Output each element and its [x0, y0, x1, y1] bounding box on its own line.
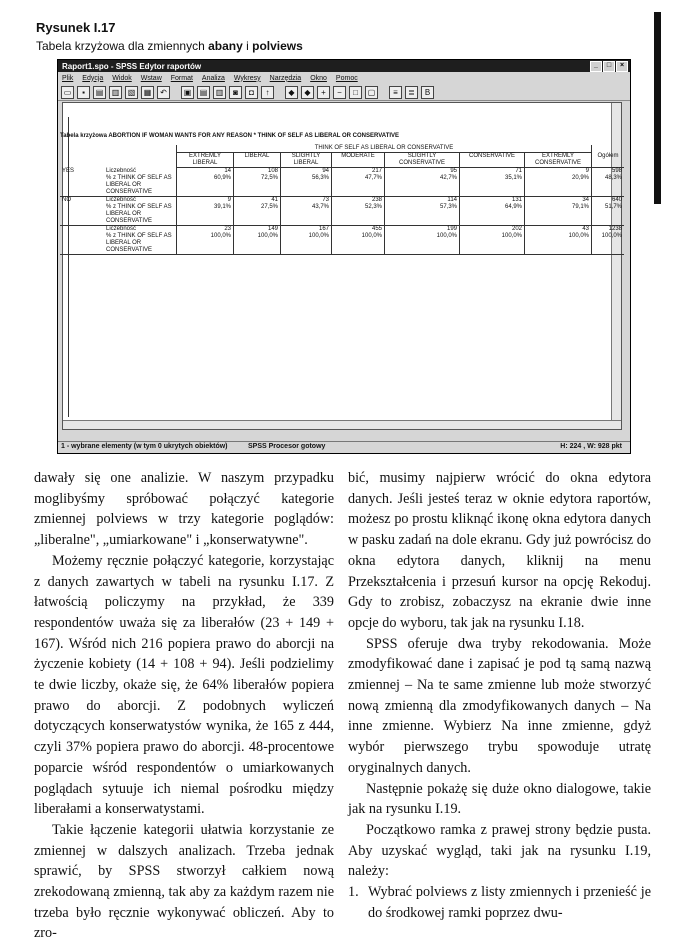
table-cell: 100,0% — [525, 233, 592, 255]
paragraph: Takie łączenie kategorii ułatwia korzystanie ze zmiennej w dalszych analizach. Trzeba jednak sprawić, by SPSS stworzył całkiem nową zrekodowaną zmienną, tak aby za każdym razem nie trzeba było ręcznie wykonywać obliczeń. Aby to zro- — [34, 821, 334, 942]
crosstab-title: Tabela krzyżowa ABORTION IF WOMAN WANTS FOR ANY REASON * THINK OF SELF AS LIBERAL OR CONSERVATIVE — [60, 133, 400, 139]
crosstab-table[interactable] — [60, 145, 624, 255]
menu-insert[interactable]: Wstaw — [140, 74, 162, 82]
table-cell: 72,5% — [234, 175, 281, 197]
minimize-button[interactable]: _ — [590, 61, 602, 72]
col-header: EXTREMLY CONSERVATIVE — [525, 153, 592, 168]
table-cell: 56,3% — [281, 175, 332, 197]
paragraph: Początkowo ramka z prawej strony będzie pusta. Aby uzyskać wygląd, taki jak na rysunku I.19, należy: — [348, 821, 651, 880]
table-cell: 131 — [460, 197, 525, 205]
table-cell: 9 — [177, 197, 234, 205]
paragraph: dawały się one analizie. W naszym przypadku moglibyśmy spróbować połączyć kategorie zmiennej polviews w trzy kategorie poglądów: „liberalne", „umiarkowane" i „konserwatywne". — [34, 470, 334, 549]
table-cell: 60,9% — [177, 175, 234, 197]
menu-graphs[interactable]: Wykresy — [233, 74, 261, 82]
col-header: LIBERAL — [234, 153, 281, 168]
table-cell: 598 — [592, 168, 625, 176]
paragraph: Następnie pokażę się duże okno dialogowe, takie jak na rysunku I.19. — [348, 780, 651, 818]
cursor-icon[interactable]: ↑ — [261, 86, 274, 99]
table-cell: 64,9% — [460, 204, 525, 226]
table-cell: 100,0% — [460, 233, 525, 255]
table-cell: 100,0% — [177, 233, 234, 255]
insert-text-icon[interactable]: B — [421, 86, 434, 99]
table-cell: 217 — [332, 168, 385, 176]
table-row — [60, 197, 624, 205]
table-cell: 79,1% — [525, 204, 592, 226]
table-cell: 71 — [460, 168, 525, 176]
table-cell: 100,0% — [385, 233, 460, 255]
text-column-right — [348, 468, 651, 923]
open-icon[interactable]: ▭ — [61, 86, 74, 99]
table-cell: 51,7% — [592, 204, 625, 226]
maximize-button[interactable]: □ — [603, 61, 615, 72]
row-label: % z THINK OF SELF AS LIBERAL OR CONSERVATIVE — [106, 204, 172, 224]
chart-icon[interactable]: ◙ — [229, 86, 242, 99]
status-size: H: 224 , W: 928 pkt — [560, 443, 622, 450]
row-label: Liczebność — [106, 167, 137, 174]
menu-analyze[interactable]: Analiza — [201, 74, 225, 82]
undo-icon[interactable]: ↶ — [157, 86, 170, 99]
toolbar — [58, 84, 630, 101]
table-cell: 100,0% — [332, 233, 385, 255]
insert-title-icon[interactable]: ≣ — [405, 86, 418, 99]
table-cell: 95 — [385, 168, 460, 176]
menu-edit[interactable]: Edycja — [82, 74, 104, 82]
table-row — [60, 233, 624, 255]
table-cell: 35,1% — [460, 175, 525, 197]
col-header: MODERATE — [332, 153, 385, 168]
col-header: Ogółem — [592, 153, 625, 168]
menu-help[interactable]: Pomoc — [335, 74, 358, 82]
show-icon[interactable]: □ — [349, 86, 362, 99]
col-header: SLIGHTLY CONSERVATIVE — [385, 153, 460, 168]
insert-heading-icon[interactable]: ≡ — [389, 86, 402, 99]
table-cell: 94 — [281, 168, 332, 176]
list-item — [348, 882, 651, 923]
table-cell: 42,7% — [385, 175, 460, 197]
figure-label: Rysunek I.17 — [36, 20, 116, 35]
print-preview-icon[interactable]: ▥ — [109, 86, 122, 99]
print-icon[interactable]: ▤ — [93, 86, 106, 99]
goto-case-icon[interactable]: ▤ — [197, 86, 210, 99]
table-cell: 20,9% — [525, 175, 592, 197]
demote-icon[interactable]: ◆ — [301, 86, 314, 99]
table-cell: 100,0% — [281, 233, 332, 255]
recall-dialog-icon[interactable]: ▦ — [141, 86, 154, 99]
row-label: % z THINK OF SELF AS LIBERAL OR CONSERVATIVE — [106, 175, 172, 195]
user-icon[interactable]: ◘ — [245, 86, 258, 99]
table-cell: 23 — [177, 226, 234, 234]
row-group — [60, 226, 104, 234]
table-cell: 41 — [234, 197, 281, 205]
spss-output-window — [57, 59, 631, 454]
page-edge-mark — [654, 12, 661, 204]
table-cell: 57,3% — [385, 204, 460, 226]
table-cell: 108 — [234, 168, 281, 176]
collapse-icon[interactable]: − — [333, 86, 346, 99]
row-label: Liczebność — [104, 226, 177, 234]
paragraph: Możemy ręcznie połączyć kategorie, korzystając z danych zawartych w tabeli na rysunku I.17. Z łatwością policzymy na przykład, że 339 respondentów uważa się za liberałów (23 + 149 + 167). Wśród nich 216 popiera prawo do aborcji na życzenie kobiety (14 + 108 + 94). Jeśli podzielimy te dwie liczby, okaże się, że 64% liberałów popiera prawo do aborcji. Z podobnych wyliczeń dotyczących konserwatystów wynika, że 165 z 444, czyli 37% popiera prawo do aborcji. 48-procentowe poparcie wśród respondentów o umiarkowanych poglądach sytuuje ich niemal pośrodku między liberałami a konserwatystami. — [34, 552, 334, 818]
row-label: Liczebność — [104, 197, 177, 205]
table-cell: 9 — [525, 168, 592, 176]
paragraph: bić, musimy najpierw wrócić do okna edytora danych. Jeśli jesteś teraz w oknie edytora raportów, możesz po prostu kliknąć ikonę okna edytora danych w pasku zadań na dole ekranu. Gdy już powrócisz do okna edytora danych, kliknij na menu Przekształcenia i przesuń kursor na opcję Rekoduj. Gdy to zrobisz, zobaczysz na ekranie dwie inne opcje do wyboru, tak jak na rysunku I.18. — [348, 470, 651, 631]
figure-caption: Tabela krzyżowa dla zmiennych abany i polviews — [36, 39, 303, 53]
table-cell: 238 — [332, 197, 385, 205]
menu-tools[interactable]: Narzędzia — [269, 74, 302, 82]
table-cell: 1238 — [592, 226, 625, 234]
table-cell: 149 — [234, 226, 281, 234]
table-cell: 100,0% — [234, 233, 281, 255]
horizontal-scrollbar[interactable] — [63, 420, 621, 429]
table-row — [60, 226, 624, 234]
table-cell: 14 — [177, 168, 234, 176]
table-row — [60, 168, 624, 176]
table-cell: 47,7% — [332, 175, 385, 197]
menu-window[interactable]: Okno — [310, 74, 327, 82]
table-row — [60, 204, 624, 226]
spanner-header: THINK OF SELF AS LIBERAL OR CONSERVATIVE — [177, 145, 592, 153]
row-group: NO — [60, 197, 104, 205]
table-cell: 167 — [281, 226, 332, 234]
table-cell: 640 — [592, 197, 625, 205]
table-cell: 455 — [332, 226, 385, 234]
table-cell: 34 — [525, 197, 592, 205]
save-icon[interactable]: ▪ — [77, 86, 90, 99]
row-group: YES — [62, 167, 75, 174]
row-label: % z THINK OF SELF AS LIBERAL OR CONSERVATIVE — [104, 233, 177, 255]
promote-icon[interactable]: ◆ — [285, 86, 298, 99]
col-header: CONSERVATIVE — [460, 153, 525, 168]
expand-icon[interactable]: + — [317, 86, 330, 99]
hide-icon[interactable]: ▢ — [365, 86, 378, 99]
table-cell: 73 — [281, 197, 332, 205]
table-cell: 48,3% — [592, 175, 625, 197]
list-number: 1. — [348, 884, 359, 901]
table-cell: 199 — [385, 226, 460, 234]
paragraph: SPSS oferuje dwa tryby rekodowania. Może zmodyfikować dane i zapisać je pod tą samą nazwą zmiennej – Na te same zmienne lub może stworzyć nową zmienną dla zmodyfikowanych danych – Na inne zmienne. Wybierz Na inne zmienne, gdyż wybór pierwszego trybu spowoduje utratę oryginalnych danych. — [348, 635, 651, 776]
menubar — [58, 72, 630, 84]
menu-format[interactable]: Format — [170, 74, 193, 82]
goto-data-icon[interactable]: ▣ — [181, 86, 194, 99]
table-row — [60, 175, 624, 197]
menu-view[interactable]: Widok — [112, 74, 132, 82]
status-processor: SPSS Procesor gotowy — [248, 443, 326, 450]
status-selection: 1 - wybrane elementy (w tym 0 ukrytych obiektów) — [61, 443, 228, 450]
window-titlebar — [58, 60, 630, 72]
table-cell: 202 — [460, 226, 525, 234]
table-cell: 43 — [525, 226, 592, 234]
status-bar — [58, 441, 630, 453]
table-cell: 43,7% — [281, 204, 332, 226]
table-cell: 52,3% — [332, 204, 385, 226]
table-cell: 39,1% — [177, 204, 234, 226]
close-button[interactable]: × — [616, 61, 628, 72]
menu-file[interactable]: Plik — [62, 74, 74, 82]
table-cell: 100,0% — [592, 233, 625, 255]
col-header: SLIGHTLY LIBERAL — [281, 153, 332, 168]
table-cell: 114 — [385, 197, 460, 205]
text-column-left — [34, 468, 334, 944]
table-cell: 27,5% — [234, 204, 281, 226]
list-text: Wybrać polviews z listy zmiennych i przenieść je do środkowej ramki poprzez dwu- — [368, 884, 651, 921]
variables-icon[interactable]: ▥ — [213, 86, 226, 99]
window-title: Raport1.spo - SPSS Edytor raportów — [62, 61, 202, 71]
col-header: EXTREMLY LIBERAL — [177, 153, 234, 168]
export-icon[interactable]: ▧ — [125, 86, 138, 99]
